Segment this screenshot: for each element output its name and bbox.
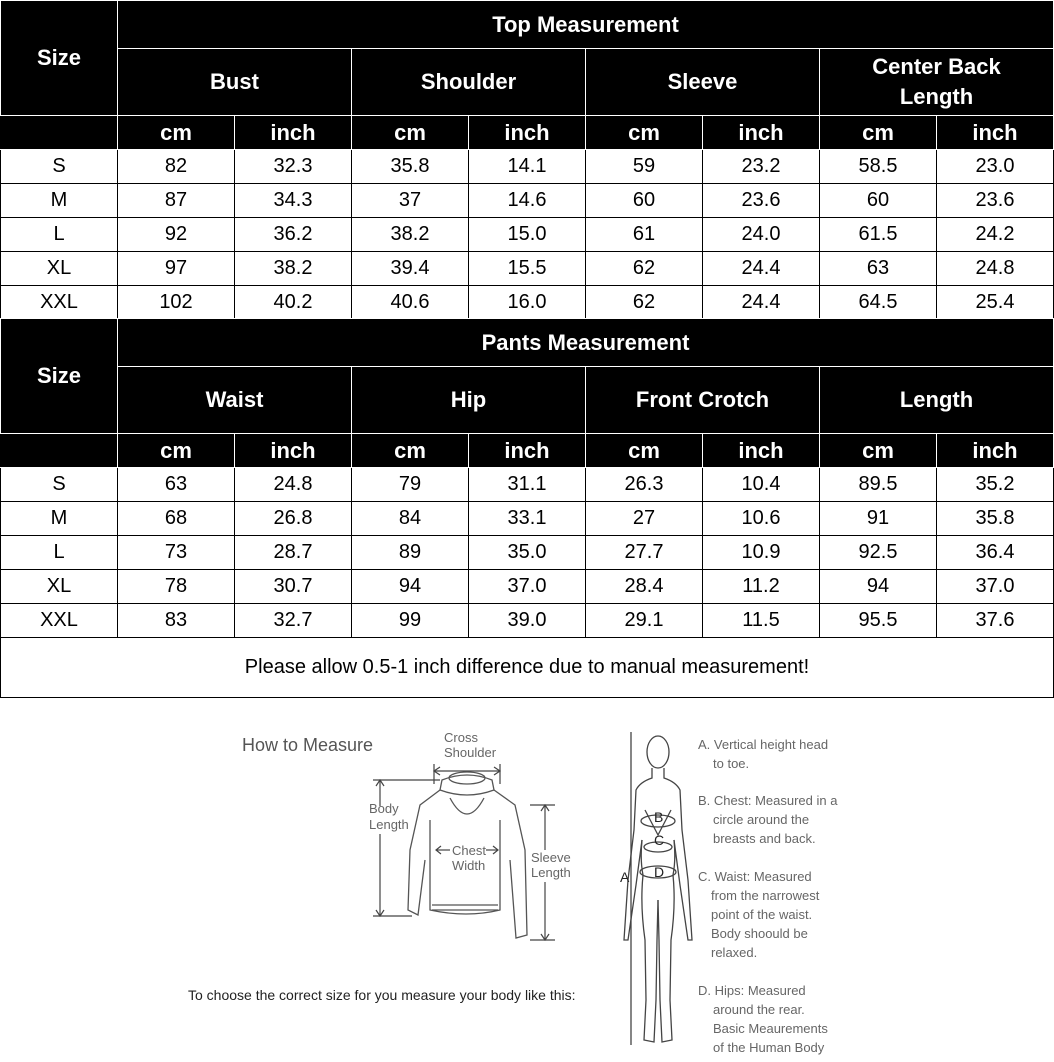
value-cell: 99 (352, 604, 469, 638)
size-header: Size (1, 1, 118, 116)
value-cell: 62 (586, 286, 703, 320)
size-cell: M (1, 184, 118, 218)
note-b-line: B. Chest: Measured in a (698, 793, 838, 808)
unit-header: cm (118, 434, 235, 468)
unit-header: inch (469, 434, 586, 468)
value-cell: 35.8 (352, 150, 469, 184)
sleeve-length-label: Length (531, 865, 571, 880)
value-cell: 37.0 (469, 570, 586, 604)
value-cell: 60 (820, 184, 937, 218)
value-cell: 14.6 (469, 184, 586, 218)
human-figure-icon (624, 732, 692, 1045)
unit-header: inch (469, 116, 586, 150)
unit-header: cm (820, 434, 937, 468)
measurement-note: Please allow 0.5-1 inch difference due to manual measurement! (0, 637, 1054, 698)
size-cell: XXL (1, 604, 118, 638)
unit-header: inch (235, 434, 352, 468)
size-cell: M (1, 502, 118, 536)
pants-measurement-table (0, 318, 1054, 638)
sleeve-length-label: Sleeve (531, 850, 571, 865)
value-cell: 27 (586, 502, 703, 536)
table-row (1, 218, 1054, 252)
size-cell: S (1, 468, 118, 502)
value-cell: 26.8 (235, 502, 352, 536)
group-header: Sleeve (586, 49, 820, 116)
value-cell: 37.0 (937, 570, 1054, 604)
value-cell: 102 (118, 286, 235, 320)
figure-letter: A (620, 869, 630, 885)
value-cell: 40.2 (235, 286, 352, 320)
chest-width-label: Width (452, 858, 486, 873)
value-cell: 24.0 (703, 218, 820, 252)
value-cell: 32.3 (235, 150, 352, 184)
unit-header: inch (937, 116, 1054, 150)
value-cell: 38.2 (235, 252, 352, 286)
value-cell: 36.2 (235, 218, 352, 252)
value-cell: 92.5 (820, 536, 937, 570)
value-cell: 27.7 (586, 536, 703, 570)
cross-shoulder-label: Cross (444, 730, 478, 745)
table-row (1, 184, 1054, 218)
value-cell: 28.4 (586, 570, 703, 604)
value-cell: 36.4 (937, 536, 1054, 570)
value-cell: 35.8 (937, 502, 1054, 536)
value-cell: 97 (118, 252, 235, 286)
value-cell: 40.6 (352, 286, 469, 320)
value-cell: 64.5 (820, 286, 937, 320)
value-cell: 33.1 (469, 502, 586, 536)
size-cell: L (1, 218, 118, 252)
note-d-line: of the Human Body (713, 1040, 825, 1055)
chest-width-label: Chest (452, 843, 486, 858)
value-cell: 23.6 (703, 184, 820, 218)
size-cell: XXL (1, 286, 118, 320)
value-cell: 10.4 (703, 468, 820, 502)
table-row (1, 286, 1054, 320)
value-cell: 24.2 (937, 218, 1054, 252)
group-header: Shoulder (352, 49, 586, 116)
value-cell: 63 (118, 468, 235, 502)
value-cell: 30.7 (235, 570, 352, 604)
cross-shoulder-label: Shoulder (444, 745, 497, 760)
unit-header: inch (937, 434, 1054, 468)
unit-header: cm (586, 116, 703, 150)
value-cell: 79 (352, 468, 469, 502)
note-d-line: D. Hips: Measured (698, 983, 806, 998)
value-cell: 23.2 (703, 150, 820, 184)
note-c-line: from the narrowest (711, 888, 820, 903)
table-row (1, 252, 1054, 286)
cross-shoulder-arrow (434, 764, 500, 784)
guide-title: How to Measure (242, 735, 374, 755)
value-cell: 24.8 (937, 252, 1054, 286)
value-cell: 26.3 (586, 468, 703, 502)
how-to-measure-guide (0, 700, 1054, 1062)
top-measurement-table (0, 0, 1054, 320)
value-cell: 24.4 (703, 286, 820, 320)
value-cell: 23.0 (937, 150, 1054, 184)
section-title: Pants Measurement (118, 319, 1054, 367)
value-cell: 89.5 (820, 468, 937, 502)
value-cell: 31.1 (469, 468, 586, 502)
note-c-line: relaxed. (711, 945, 758, 960)
value-cell: 38.2 (352, 218, 469, 252)
note-c-line: C. Waist: Measured (698, 869, 812, 884)
value-cell: 60 (586, 184, 703, 218)
value-cell: 61 (586, 218, 703, 252)
value-cell: 68 (118, 502, 235, 536)
value-cell: 39.0 (469, 604, 586, 638)
table-row (1, 570, 1054, 604)
size-cell: XL (1, 252, 118, 286)
value-cell: 73 (118, 536, 235, 570)
group-header: Center Back Length (820, 49, 1054, 116)
value-cell: 84 (352, 502, 469, 536)
value-cell: 29.1 (586, 604, 703, 638)
value-cell: 10.9 (703, 536, 820, 570)
value-cell: 91 (820, 502, 937, 536)
value-cell: 59 (586, 150, 703, 184)
value-cell: 94 (820, 570, 937, 604)
group-header: Front Crotch (586, 367, 820, 434)
value-cell: 58.5 (820, 150, 937, 184)
note-c-line: Body shoould be (711, 926, 808, 941)
value-cell: 95.5 (820, 604, 937, 638)
note-a-line: to toe. (713, 756, 750, 771)
unit-header: cm (118, 116, 235, 150)
value-cell: 15.5 (469, 252, 586, 286)
note-d-line: Basic Meaurements (713, 1021, 828, 1036)
value-cell: 37.6 (937, 604, 1054, 638)
value-cell: 24.8 (235, 468, 352, 502)
note-c-line: point of the waist. (711, 907, 813, 922)
table-row (1, 150, 1054, 184)
value-cell: 28.7 (235, 536, 352, 570)
unit-header: cm (586, 434, 703, 468)
value-cell: 87 (118, 184, 235, 218)
instruction-text: To choose the correct size for you measure your body like this: (188, 987, 576, 1003)
group-header: Waist (118, 367, 352, 434)
figure-letter: C (654, 832, 665, 848)
value-cell: 11.2 (703, 570, 820, 604)
value-cell: 35.2 (937, 468, 1054, 502)
unit-header: cm (352, 116, 469, 150)
value-cell: 32.7 (235, 604, 352, 638)
note-b-line: breasts and back. (713, 831, 816, 846)
value-cell: 35.0 (469, 536, 586, 570)
note-d-line: around the rear. (713, 1002, 805, 1017)
value-cell: 14.1 (469, 150, 586, 184)
unit-header: inch (703, 116, 820, 150)
body-length-label: Body (369, 801, 399, 816)
table-row (1, 502, 1054, 536)
value-cell: 83 (118, 604, 235, 638)
figure-letter: D (654, 864, 665, 880)
group-header: Hip (352, 367, 586, 434)
unit-header: cm (820, 116, 937, 150)
value-cell: 24.4 (703, 252, 820, 286)
note-a-line: A. Vertical height head (698, 737, 829, 752)
value-cell: 15.0 (469, 218, 586, 252)
value-cell: 62 (586, 252, 703, 286)
size-cell: XL (1, 570, 118, 604)
value-cell: 23.6 (937, 184, 1054, 218)
size-header: Size (1, 319, 118, 434)
value-cell: 37 (352, 184, 469, 218)
table-row (1, 604, 1054, 638)
group-header: Length (820, 367, 1054, 434)
value-cell: 11.5 (703, 604, 820, 638)
measure-notes (698, 737, 838, 1055)
body-length-label: Length (369, 817, 409, 832)
value-cell: 34.3 (235, 184, 352, 218)
section-title: Top Measurement (118, 1, 1054, 49)
size-cell: S (1, 150, 118, 184)
table-row (1, 468, 1054, 502)
value-cell: 94 (352, 570, 469, 604)
size-cell: L (1, 536, 118, 570)
value-cell: 25.4 (937, 286, 1054, 320)
value-cell: 89 (352, 536, 469, 570)
value-cell: 10.6 (703, 502, 820, 536)
value-cell: 39.4 (352, 252, 469, 286)
value-cell: 78 (118, 570, 235, 604)
unit-header: cm (352, 434, 469, 468)
table-row (1, 536, 1054, 570)
value-cell: 63 (820, 252, 937, 286)
unit-header: inch (235, 116, 352, 150)
group-header: Bust (118, 49, 352, 116)
value-cell: 16.0 (469, 286, 586, 320)
unit-header: inch (703, 434, 820, 468)
note-b-line: circle around the (713, 812, 810, 827)
value-cell: 61.5 (820, 218, 937, 252)
figure-letter: B (654, 809, 664, 825)
value-cell: 92 (118, 218, 235, 252)
value-cell: 82 (118, 150, 235, 184)
